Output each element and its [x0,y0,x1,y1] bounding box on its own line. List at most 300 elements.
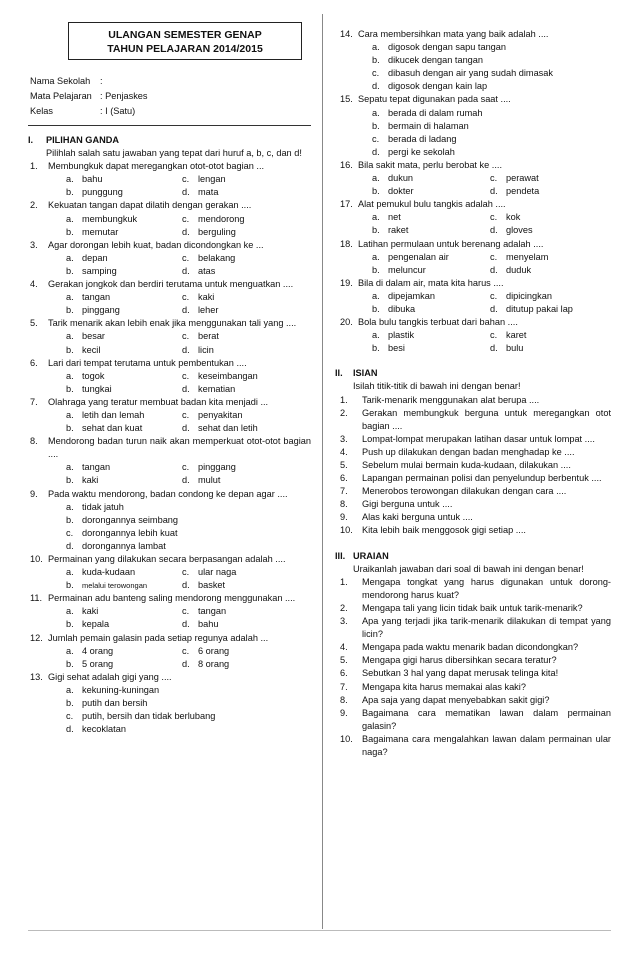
item-text: Lompat-lompat merupakan latihan dasar untuk lompat .... [362,433,595,444]
item-text: Bagaimana cara mengalahkan lawan dalam permainan ular naga? [362,733,611,757]
option-text: sehat dan letih [198,423,258,434]
option-letter: c. [182,292,190,303]
list-item [340,707,611,733]
item-text: Push up dilakukan dengan badan menghadap ke .... [362,446,575,457]
option-row [66,645,311,658]
answer-options [372,251,611,277]
answer-options [372,211,611,237]
option-letter: d. [182,658,190,669]
option [66,344,182,357]
option [66,252,182,265]
option-row [66,173,311,186]
option-row [372,224,611,237]
option-text: kekuning-kuningan [82,684,160,695]
question-item [335,277,611,316]
option [66,605,182,618]
option-letter: b. [66,305,74,316]
item-text: Sebutkan 3 hal yang dapat merusak telinga kita! [362,668,559,679]
option [490,211,608,224]
item-text: Menerobos terowongan dilakukan dengan cara .... [362,486,567,497]
right-column [335,0,611,759]
question-item [28,199,311,238]
option-letter: c. [490,330,498,341]
option-letter: d. [66,724,74,735]
question-number: 8. [30,436,38,447]
question-text: Bila di dalam air, mata kita harus .... [358,277,504,288]
option-text: pinggang [198,462,236,473]
option-text: besi [388,343,405,354]
question-item [28,357,311,396]
option-text: membungkuk [82,213,138,224]
answer-options [66,501,311,553]
answer-options [66,213,311,239]
option-text: tungkai [82,383,112,394]
option-letter: c. [182,567,190,578]
answer-options [66,370,311,396]
item-text: Gerakan membungkuk berguna untuk meregangkan otot bagian .... [362,407,611,431]
header-separator [28,125,311,126]
option-row [66,605,311,618]
option-text: gloves [506,225,533,236]
section-title: URAIAN [353,550,389,561]
item-number: 6. [340,668,348,679]
option-text: mata [198,187,219,198]
question-text: Kekuatan tangan dapat dilatih dengan gerakan .... [48,200,252,211]
option [66,226,182,239]
question-number: 10. [30,554,43,564]
item-text: Apa yang terjadi jika tarik-menarik dilakukan di tempat yang licin? [362,616,611,640]
option-text: depan [82,252,108,263]
section-heading-fill-in [335,367,611,380]
option-letter: a. [372,212,380,223]
option-letter: b. [66,265,74,276]
option-text: dorongannya seimbang [82,514,179,525]
item-number: 4. [340,446,348,457]
option [182,618,298,631]
option-letter: a. [66,462,74,473]
option-letter: c. [182,645,190,656]
exam-title: ULANGAN SEMESTER GENAP [108,29,262,41]
question-number: 17. [340,199,353,210]
question-text: Tarik menarik akan lebih enak jika menggunakan tali yang .... [48,318,297,329]
option-letter: a. [66,684,74,695]
option [66,173,182,186]
option-text: mulut [198,475,221,486]
item-number: 4. [340,642,348,653]
option [372,224,490,237]
list-item [340,407,611,433]
option [372,303,490,316]
option [490,172,608,185]
question-item [28,435,311,487]
option-letter: a. [372,330,380,341]
option [372,120,611,133]
option-letter: a. [372,290,380,301]
option [182,474,298,487]
question-item [28,396,311,435]
option-letter: c. [182,462,190,473]
option-letter: c. [490,173,498,184]
list-item [340,654,611,667]
column-divider [322,14,323,929]
question-number: 4. [30,279,38,290]
question-number: 14. [340,29,353,39]
option-text: leher [198,305,219,316]
option-letter: d. [182,580,190,591]
option-letter: a. [66,213,74,224]
info-label: Mata Pelajaran [30,91,92,101]
question-text: Agar dorongan lebih kuat, badan dicondongkan ke ... [48,239,264,250]
option-letter: b. [372,264,380,275]
option [66,186,182,199]
list-item [340,394,611,407]
question-item [28,632,311,671]
option-letter: d. [372,146,380,157]
question-stem [340,28,611,41]
option-text: letih dan lemah [82,409,145,420]
question-stem [340,316,611,329]
option-letter: d. [182,344,190,355]
list-item [340,641,611,654]
info-value: : Penjaskes [100,91,148,101]
option [182,409,298,422]
option-text: putih dan bersih [82,698,148,709]
option-letter: d. [490,343,498,354]
item-number: 5. [340,655,348,666]
question-text: Pada waktu mendorong, badan condong ke depan agar .... [48,488,288,499]
question-stem [30,160,311,173]
question-text: Olahraga yang teratur membuat badan kita menjadi ... [48,396,269,407]
item-number: 5. [340,460,348,470]
option-letter: d. [182,475,190,486]
section-heading-multiple-choice [28,134,311,147]
option [66,461,182,474]
option-row [66,226,311,239]
option-letter: a. [66,606,74,617]
option [372,80,611,93]
option-letter: c. [182,606,190,617]
bottom-rule [28,930,611,931]
section-number: III. [335,550,346,561]
option [182,304,298,317]
option [66,501,311,514]
option [372,264,490,277]
item-number: 2. [340,407,348,418]
option-text: 8 orang [198,658,230,669]
option-text: lengan [198,174,226,185]
list-item [340,485,611,498]
question-text: Membungkuk dapat meregangkan otot-otot bagian ... [48,161,265,172]
option [372,342,490,355]
question-stem [340,238,611,251]
option-row [66,566,311,579]
essay-list [335,576,611,759]
option-text: digosok dengan kain lap [388,81,488,92]
option-text: kaki [82,475,99,486]
option-text: perawat [506,173,539,184]
question-item [335,93,611,158]
option-text: besar [82,331,105,342]
answer-options [66,291,311,317]
question-item [28,671,311,736]
option-letter: c. [66,711,74,722]
answer-options [66,605,311,631]
option-text: pendeta [506,186,540,197]
option [490,264,608,277]
option [182,344,298,357]
list-item [340,681,611,694]
option-row [372,342,611,355]
question-number: 18. [340,238,353,249]
item-text: Lapangan permainan polisi dan penyelundup berbentuk .... [362,473,602,484]
option-text: digosok dengan sapu tangan [388,42,507,53]
option-text: pergi ke sekolah [388,146,455,157]
option [66,213,182,226]
item-number: 8. [340,694,348,705]
question-number: 5. [30,318,38,329]
option-letter: b. [66,698,74,709]
option [182,383,298,396]
student-info [30,74,311,119]
answer-options [66,409,311,435]
option-text: kuda-kudaan [82,567,136,578]
option [372,172,490,185]
section-title: ISIAN [353,368,378,379]
option [182,173,298,186]
option-row [66,344,311,357]
exam-title-box [68,22,302,60]
option-text: berada di dalam rumah [388,107,483,118]
option-row [372,290,611,303]
question-number: 9. [30,488,38,499]
option [490,290,608,303]
option [66,684,311,697]
option-text: dibuka [388,303,416,314]
question-number: 16. [340,159,353,170]
question-stem [30,553,311,566]
item-number: 2. [340,602,348,613]
question-stem [30,396,311,409]
list-item [340,433,611,446]
option-letter: d. [182,619,190,630]
option-text: punggung [82,187,123,198]
question-text: Gerakan jongkok dan berdiri terutama untuk menguatkan .... [48,279,294,290]
info-row-subject [30,89,311,104]
item-number: 10. [340,525,353,536]
question-text: Permainan adu banteng saling mendorong menggunakan .... [48,593,296,604]
question-text: Sepatu tepat digunakan pada saat .... [358,94,511,105]
question-number: 6. [30,357,38,368]
item-text: Apa saja yang dapat menyebabkan sakit gigi? [362,694,550,705]
option [490,342,608,355]
info-label: Nama Sekolah [30,76,91,86]
answer-options [66,461,311,487]
option-text: 4 orang [82,645,114,656]
option-text: pinggang [82,305,120,316]
item-number: 8. [340,499,348,510]
option-letter: b. [66,475,74,486]
option-text: karet [506,330,527,341]
question-text: Mendorong badan turun naik akan memperkuat otot-otot bagian .... [48,436,311,460]
option-letter: a. [66,409,74,420]
option [66,527,311,540]
question-number: 12. [30,632,43,643]
option-text: licin [198,344,214,355]
option-text: keseimbangan [198,370,258,381]
left-column [28,0,311,736]
option-text: raket [388,225,409,236]
option [66,330,182,343]
option-row [372,264,611,277]
answer-options [66,173,311,199]
option-text: kepala [82,619,110,630]
section-heading-essay [335,550,611,563]
item-text: Mengapa tongkat yang harus digunakan untuk dorong-mendorong harus kuat? [362,576,611,600]
question-item [28,160,311,199]
option [182,422,298,435]
section-number: II. [335,368,343,379]
list-item [340,498,611,511]
option-letter: c. [182,409,190,420]
option-text: ular naga [198,567,237,578]
option [182,291,298,304]
option-text: tidak jatuh [82,501,124,512]
option [490,329,608,342]
option-text: bulu [506,343,524,354]
question-stem [340,93,611,106]
option-letter: a. [372,251,380,262]
question-stem [30,357,311,370]
option [372,67,611,80]
option [66,422,182,435]
option-text: togok [82,370,105,381]
question-list-right [335,28,611,355]
question-stem [340,277,611,290]
section-instructions: Isilah titik-titik di bawah ini dengan benar! [353,381,521,392]
option-letter: b. [66,619,74,630]
item-text: Mengapa tali yang licin tidak baik untuk tarik-menarik? [362,602,583,613]
option-letter: d. [182,187,190,198]
item-text: Tarik-menarik menggunakan alat berupa .... [362,394,540,405]
option [182,213,298,226]
item-number: 3. [340,433,348,444]
question-item [28,553,311,592]
question-item [335,238,611,277]
option-letter: d. [372,81,380,92]
option [66,658,182,671]
option-text: berguling [198,226,236,237]
option-text: plastik [388,330,415,341]
question-stem [30,632,311,645]
option [66,566,182,579]
list-item [340,524,611,537]
question-text: Alat pemukul bulu tangkis adalah .... [358,199,506,210]
option-row [372,329,611,342]
option [66,370,182,383]
question-stem [30,592,311,605]
option [66,291,182,304]
option-text: tangan [82,462,111,473]
question-number: 15. [340,94,353,105]
question-stem [30,317,311,330]
option-text: net [388,212,401,223]
answer-options [372,172,611,198]
list-item [340,446,611,459]
option [182,658,298,671]
option-text: dokter [388,186,414,197]
option-letter: b. [66,514,74,525]
item-number: 3. [340,616,348,627]
question-number: 7. [30,396,38,407]
answer-options [372,41,611,93]
answer-options [66,645,311,671]
answer-options [66,330,311,356]
option-row [66,474,311,487]
option-text: sehat dan kuat [82,423,143,434]
option-letter: b. [372,186,380,197]
question-stem [340,159,611,172]
option-row [66,409,311,422]
option [66,514,311,527]
question-text: Cara membersihkan mata yang baik adalah .... [358,29,549,39]
option-row [66,383,311,396]
option [182,645,298,658]
option-text: putih, bersih dan tidak berlubang [82,711,216,722]
option [182,461,298,474]
option-letter: d. [182,305,190,316]
option-row [66,186,311,199]
question-stem [30,278,311,291]
option-row [66,252,311,265]
info-row-class [30,104,311,119]
option [372,54,611,67]
item-number: 10. [340,733,353,744]
answer-options [372,107,611,159]
section-number: I. [28,135,34,145]
question-stem [30,199,311,212]
option-letter: d. [490,264,498,275]
question-text: Bila sakit mata, perlu berobat ke .... [358,159,503,170]
info-value: : [100,76,103,86]
question-item [28,239,311,278]
option [182,226,298,239]
option [182,370,298,383]
option [66,540,311,553]
option-letter: d. [66,540,74,551]
option-row [372,211,611,224]
option-letter: b. [372,225,380,236]
list-item [340,602,611,615]
option-text: samping [82,265,117,276]
question-number: 13. [30,671,43,682]
option-row [66,304,311,317]
option-text: kok [506,212,521,223]
item-text: Kita lebih baik menggosok gigi setiap .... [362,525,526,536]
question-item [335,198,611,237]
option-letter: b. [66,658,74,669]
option-letter: c. [490,290,498,301]
item-text: Mengapa gigi harus dibersihkan secara teratur? [362,655,557,666]
info-value: : I (Satu) [100,106,136,116]
option [490,251,608,264]
option-text: berat [198,331,219,342]
option-text: basket [198,580,226,591]
question-text: Latihan permulaan untuk berenang adalah .... [358,238,544,249]
option-letter: d. [182,423,190,434]
question-number: 19. [340,277,353,288]
option-text: 5 orang [82,658,114,669]
question-stem [30,435,311,461]
